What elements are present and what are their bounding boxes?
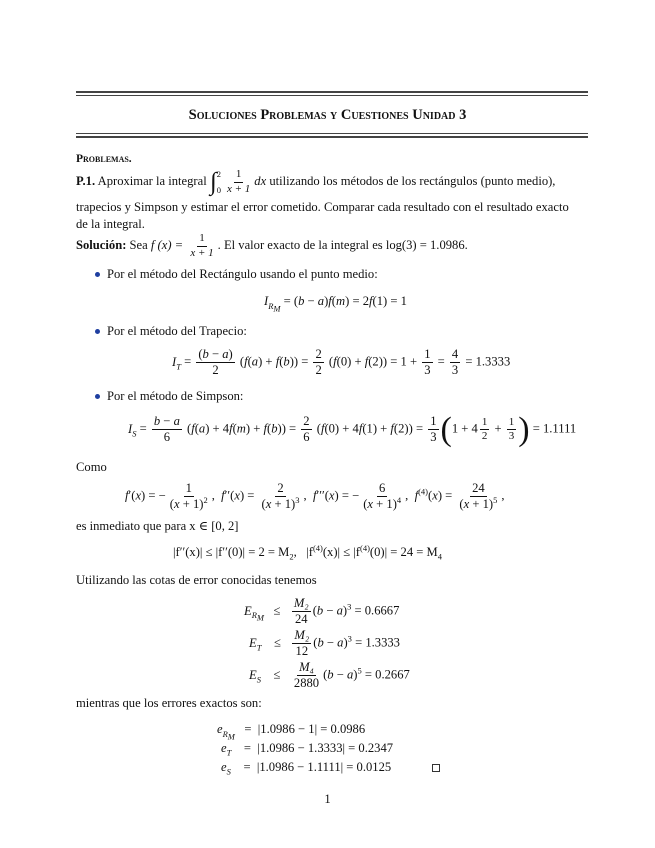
- como-label: Como: [76, 460, 107, 474]
- solution-intro: Sea: [129, 237, 148, 252]
- formula-simpson: $I_S$ = $\frac{b - a}{6}$ (f(a) + 4f(m) + f(b)) = $\frac{2}{6}$ (f(0) + 4f(1) + f(2)) = $\frac{1}{3}$ (1 + 4 $\frac{1}{2}$ + $\frac{1}{3}$ ) = 1.1111: [128, 411, 577, 449]
- section-heading: Problemas.: [76, 153, 132, 165]
- trap-frac-den: 3: [451, 363, 459, 378]
- bullet-simpson: [95, 394, 100, 399]
- method-simpson-label: Por el método de Simpson:: [107, 389, 244, 403]
- exact-error-simpson: $e_S$ = |1.0986 − 1.1111| = 0.0125: [221, 760, 392, 777]
- problem-line-1: [76, 169, 555, 195]
- integrand-num: 1: [234, 169, 244, 183]
- ee-simpson-expr: |1.0986 − 1.1111| = 0.0125: [256, 760, 392, 774]
- eb-rect-den: 24: [294, 612, 308, 627]
- integral-dx: dx: [254, 174, 267, 189]
- function-num: 1: [197, 233, 207, 247]
- problem-label: P.1.: [76, 174, 96, 189]
- formula-rect: $I_{R_M} = (b - a)f(m) = 2f(1) = 1$: [264, 294, 407, 314]
- method-trap-label: Por el método del Trapecio:: [107, 324, 247, 338]
- eb-trap-num: M₂: [292, 629, 311, 644]
- title-rule-thin: [76, 133, 588, 134]
- eb-trap-value: 1.3333: [365, 635, 400, 650]
- eb-rect-power: 3: [347, 601, 352, 612]
- eb-simpson-power: 5: [357, 665, 362, 676]
- error-bound-simpson: $E_S$ ≤ $\frac{\text{M₄}}{2880}$ $(b - a)^5 = 0.2667$: [249, 660, 410, 691]
- title-rule-thick: [76, 136, 588, 138]
- inmediato-text: es inmediato que para x ∈ [0, 2]: [76, 519, 239, 533]
- ee-rect-expr: |1.0986 − 1| = 0.0986: [257, 722, 366, 736]
- integrand-den: x + 1: [226, 182, 251, 195]
- page-title: Soluciones Problemas y Cuestiones Unidad 3: [188, 107, 467, 123]
- eb-simpson-den: 2880: [293, 676, 320, 691]
- exact-value-text: . El valor exacto de la integral es log(3) = 1.0986.: [217, 237, 468, 252]
- solution-line: [76, 233, 468, 259]
- function-def: f (x) =: [150, 237, 184, 252]
- bound-m2: |f′′(x)| ≤ |f′′(0)| = 2 = M: [173, 545, 290, 559]
- integral-sign: ∫: [209, 168, 217, 196]
- problem-text-before: Aproximar la integral: [97, 174, 207, 189]
- bound-m4-b: (x)| ≤ |f: [322, 545, 360, 559]
- derivatives-formula: f′(x) = − $\frac{1}{(x + 1)^2}$ , f′′(x) = $\frac{2}{(x + 1)^3}$ , f′′′(x) = − $\frac{6}{(x + 1)^4}$ , $f^{(4)}(x)$ = $\frac{24}{(x + 1)^5}$ ,: [125, 481, 505, 512]
- bullet-trap: [95, 329, 100, 334]
- lower-limit: 0: [216, 185, 221, 196]
- bullet-rect: [95, 272, 100, 277]
- bound-m4-a: |f: [306, 545, 313, 559]
- top-rule-thin: [76, 95, 588, 96]
- bounds-formula: $|f''(x)| \le |f''(0)| = 2 = M_2$, $|f^{(4)}(x)| \le |f^{(4)}(0)| = 24 = M_4$: [173, 542, 442, 562]
- integrand-fraction: [225, 169, 252, 195]
- exact-error-rect: $e_{R_M} = |1.0986 - 1| = 0.0986$: [217, 722, 366, 742]
- eb-rect-num: M₂: [292, 597, 311, 612]
- formula-trap: $I_T$ = $\frac{(b - a)}{2}$ (f(a) + f(b)) = $\frac{2}{2}$ (f(0) + f(2)) = 1 + $\frac{1}{3}$ = $\frac{4}{3}$ = 1.3333: [172, 347, 511, 378]
- method-rect-label: Por el método del Rectángulo usando el punto medio:: [107, 267, 378, 281]
- eb-rect-value: 0.6667: [364, 603, 400, 618]
- top-rule-thick: [76, 91, 588, 93]
- function-den: x + 1: [190, 246, 214, 259]
- ee-trap-expr: |1.0986 − 1.3333| = 0.2347: [257, 741, 394, 755]
- solution-label: Solución:: [76, 237, 127, 252]
- upper-limit: 2: [216, 169, 221, 179]
- bound-m4-c: (0)| = 24 = M: [369, 545, 438, 559]
- trap-result: 1.3333: [475, 354, 511, 369]
- eb-trap-power: 3: [347, 633, 352, 644]
- eb-simpson-num: M₄: [297, 661, 316, 676]
- error-bound-rect: $E_{R_M}$ ≤ $\frac{\text{M₂}}{24}$ $(b - a)^3 = 0.6667$: [244, 596, 400, 627]
- eb-simpson-value: 0.2667: [375, 667, 410, 682]
- simpson-result: 1.1111: [542, 421, 577, 436]
- qed-box-icon: [432, 764, 440, 772]
- problem-line-2: trapecios y Simpson y estimar el error cometido. Comparar cada resultado con el resultado exacto: [76, 200, 569, 214]
- integral-limits: [217, 169, 221, 195]
- cotas-text: Utilizando las cotas de error conocidas tenemos: [76, 573, 317, 587]
- eb-trap-den: 12: [295, 644, 309, 659]
- trap-frac-num: 4: [450, 348, 460, 363]
- page-number: 1: [324, 792, 331, 806]
- problem-text-after: utilizando los métodos de los rectángulos (punto medio),: [269, 174, 556, 189]
- function-fraction: [188, 233, 215, 259]
- problem-line-3: de la integral.: [76, 217, 145, 231]
- rect-result: 1: [400, 294, 407, 308]
- exactos-text: mientras que los errores exactos son:: [76, 696, 262, 710]
- exact-error-trap: $e_T$ = |1.0986 − 1.3333| = 0.2347: [221, 741, 394, 758]
- error-bound-trap: $E_T$ ≤ $\frac{\text{M₂}}{12}$ $(b - a)^3 = 1.3333$: [249, 628, 400, 659]
